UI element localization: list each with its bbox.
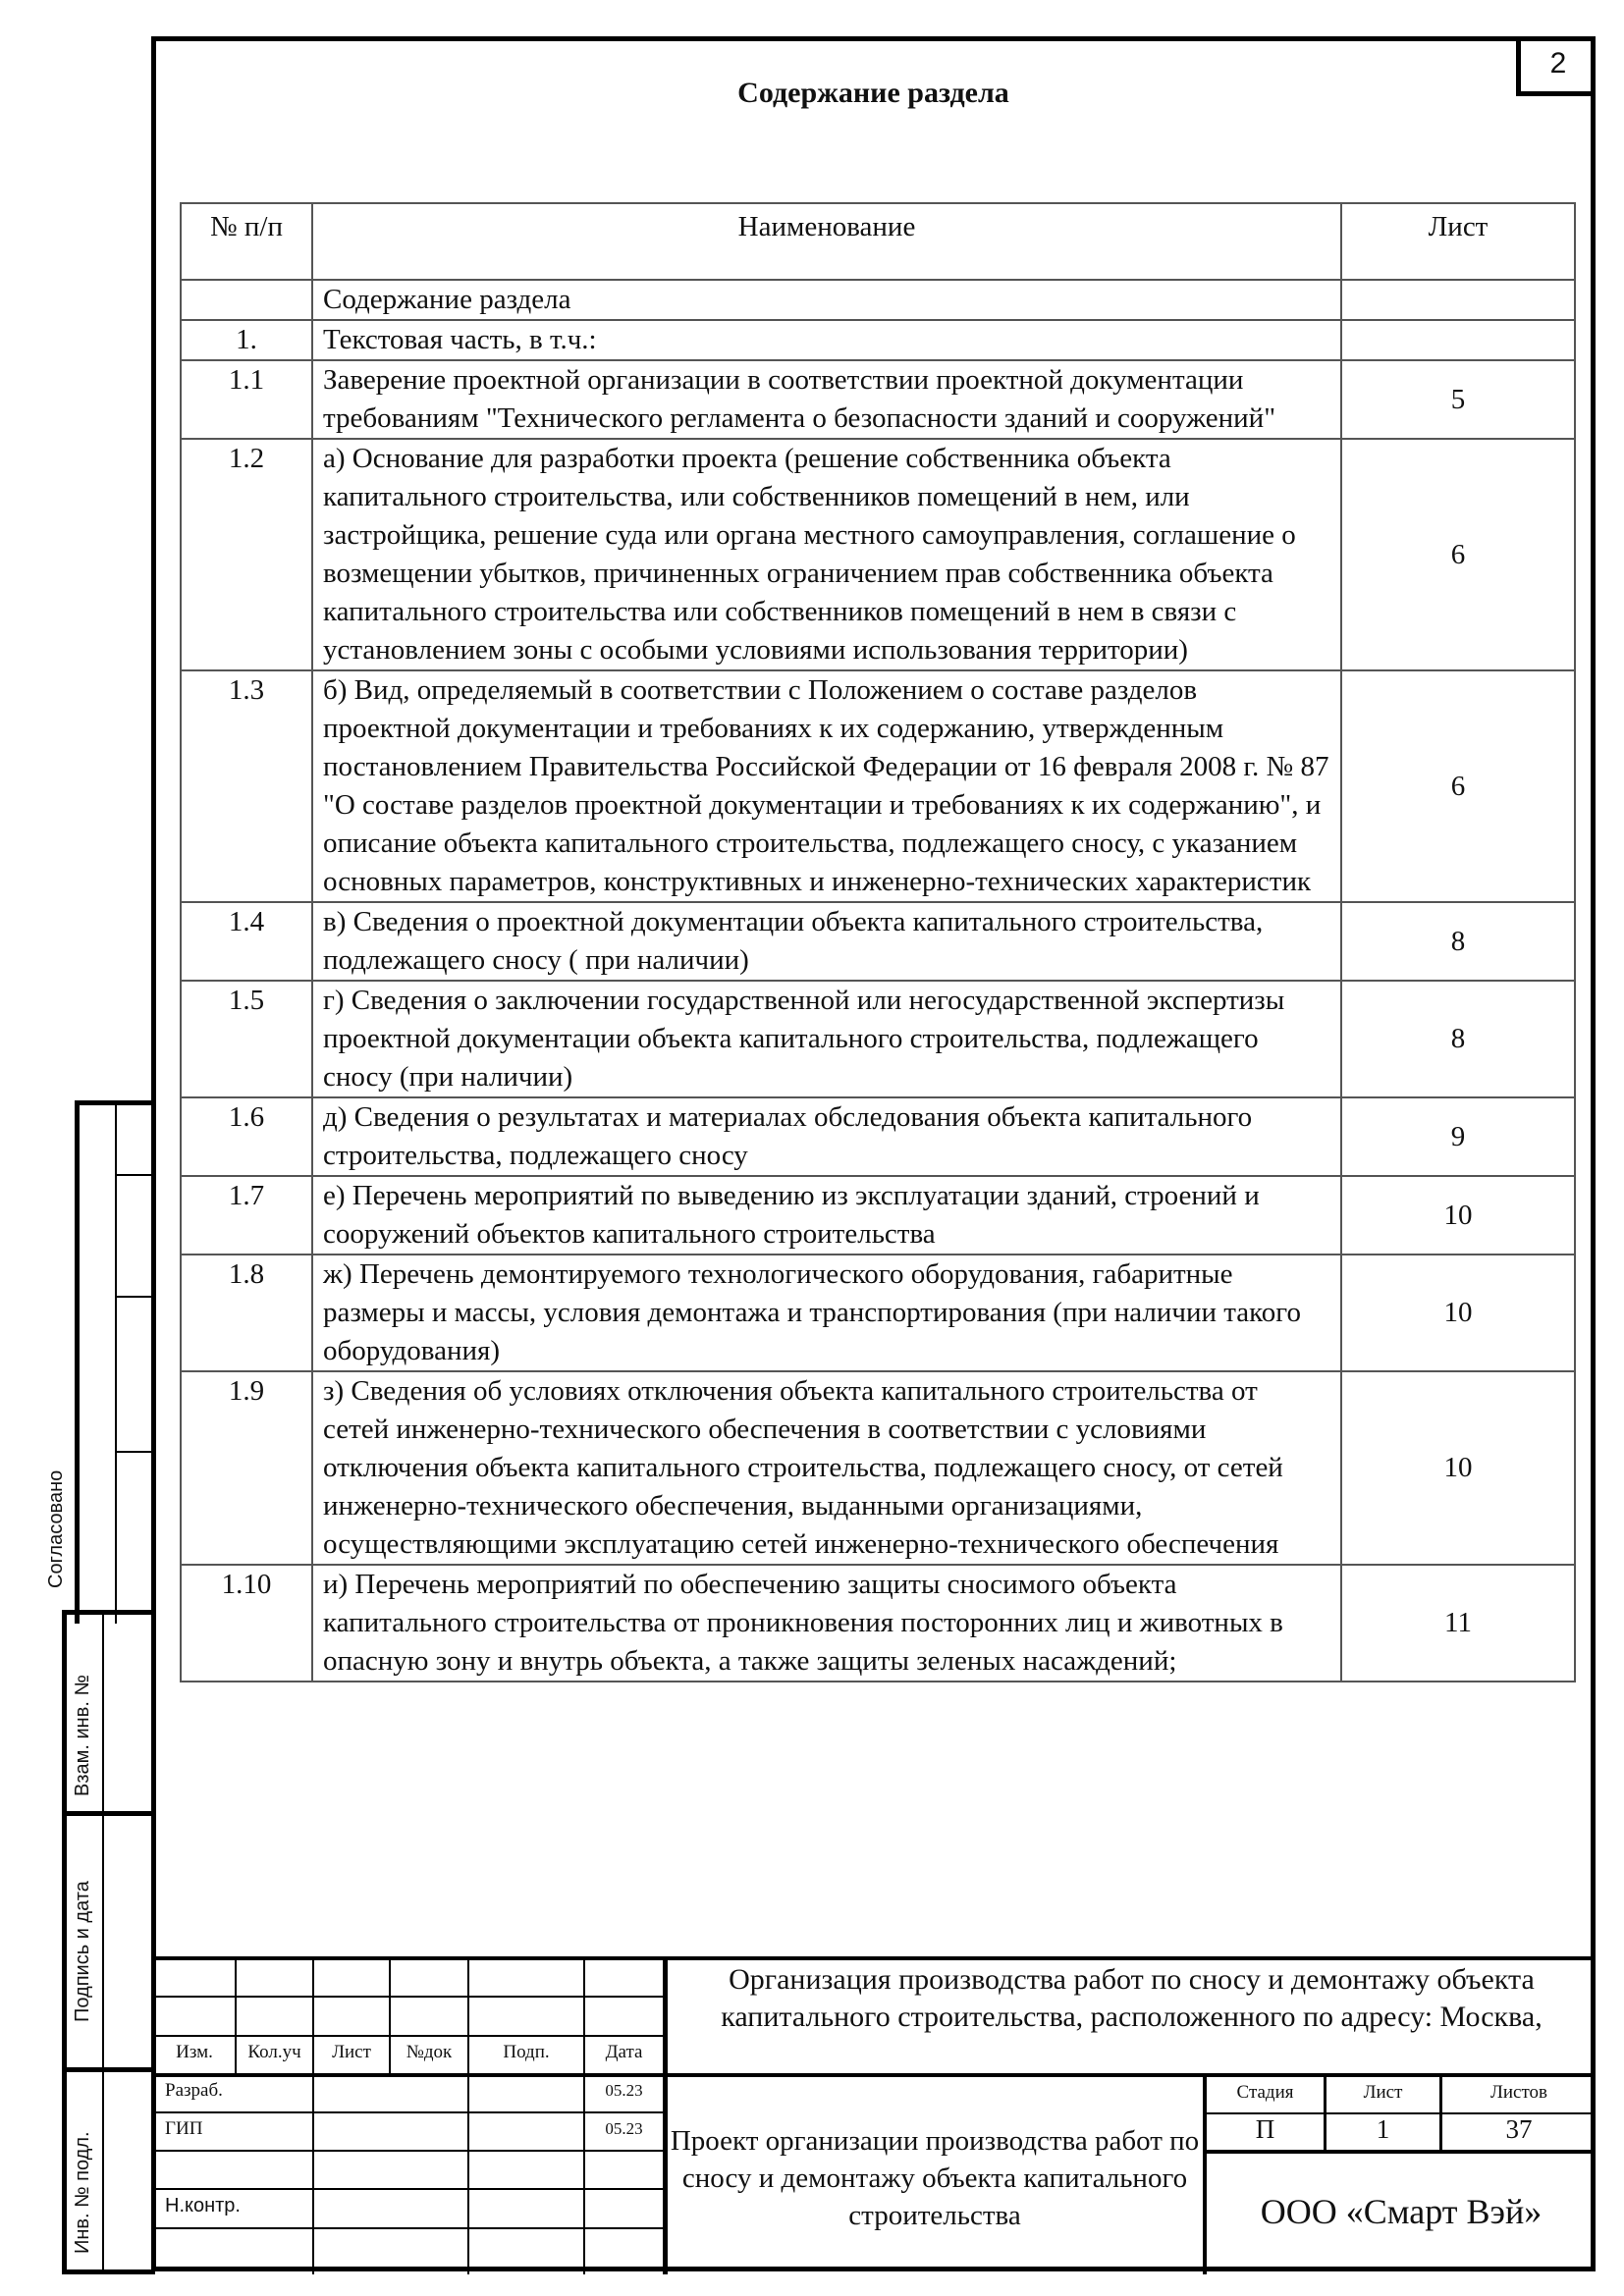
date-gip: 05.23 xyxy=(605,2119,643,2138)
row-title: в) Сведения о проектной документации объекта капитального строительства, подлежащего сносу ( при наличии) xyxy=(312,902,1341,981)
row-title: д) Сведения о результатах и материалах обследования объекта капитального строительства, подлежащего сносу xyxy=(312,1097,1341,1176)
row-sheet: 8 xyxy=(1341,981,1575,1097)
table-row xyxy=(181,280,1575,320)
table-row xyxy=(181,360,1575,439)
table-row xyxy=(181,1176,1575,1255)
sheet-value: 1 xyxy=(1376,2114,1390,2144)
header-num: № п/п xyxy=(181,203,312,280)
company-name: ООО «Смарт Вэй» xyxy=(1260,2192,1543,2231)
table-row xyxy=(181,902,1575,981)
row-number: 1.5 xyxy=(181,981,312,1097)
row-title: б) Вид, определяемый в соответствии с Положением о составе разделов проектной документации и требованиях к их содержанию, утвержденным постановлением Правительства Российской Федерации от 16 февраля 2008 г. № 87 "О составе разделов проектной документации и требованиях к их содержанию", и описание объекта капитального строительства, подлежащего сносу, с указанием основных параметров, конструктивных и инженерно-технических характеристик xyxy=(312,670,1341,902)
header-name: Наименование xyxy=(312,203,1341,280)
row-number: 1.2 xyxy=(181,439,312,670)
row-number: 1.10 xyxy=(181,1565,312,1682)
role-nkontr: Н.контр. xyxy=(165,2195,241,2216)
side-label-agreed: Согласовано xyxy=(45,1469,67,1588)
col-podp: Подп. xyxy=(503,2042,550,2062)
row-title: з) Сведения об условиях отключения объекта капитального строительства от сетей инженерно-технического обеспечения в соответствии с условиями отключения объекта капитального строительства, подлежащего сносу, от сетей инженерно-технического обеспечения, выданными организациями, осуществляющими эксплуатацию сетей инженерно-технического обеспечения xyxy=(312,1371,1341,1565)
sheets-value: 37 xyxy=(1505,2114,1533,2144)
row-number: 1.3 xyxy=(181,670,312,902)
row-title: ж) Перечень демонтируемого технологического оборудования, габаритные размеры и массы, условия демонтажа и транспортирования (при наличии такого оборудования) xyxy=(312,1255,1341,1371)
row-sheet: 6 xyxy=(1341,439,1575,670)
table-row xyxy=(181,1565,1575,1682)
row-sheet: 10 xyxy=(1341,1255,1575,1371)
side-label-vzam-inv: Взам. инв. № xyxy=(72,1675,93,1796)
row-number: 1.7 xyxy=(181,1176,312,1255)
row-number: 1.4 xyxy=(181,902,312,981)
project-title: Проект организации производства работ по сносу и демонтажу объекта капитального строительства xyxy=(670,2125,1200,2231)
table-row xyxy=(181,670,1575,902)
row-title: а) Основание для разработки проекта (решение собственника объекта капитального строительства, или собственников помещений в нем, или застройщика, решение суда или органа местного самоуправления, соглашение о возмещении убытков, причиненных ограничением прав собственника объекта капитального строительства или собственников помещений в нем в связи с установлением зоны с особыми условиями использования территории) xyxy=(312,439,1341,670)
contents-table xyxy=(180,202,1576,1682)
row-title: Текстовая часть, в т.ч.: xyxy=(312,320,1341,360)
row-sheet: 9 xyxy=(1341,1097,1575,1176)
row-number: 1.8 xyxy=(181,1255,312,1371)
side-label-podpis-data: Подпись и дата xyxy=(72,1881,93,2022)
row-sheet: 10 xyxy=(1341,1371,1575,1565)
row-number: 1.6 xyxy=(181,1097,312,1176)
table-row xyxy=(181,439,1575,670)
col-izm: Изм. xyxy=(176,2042,213,2062)
col-kol-uch: Кол.уч xyxy=(247,2042,301,2062)
row-number: 1.9 xyxy=(181,1371,312,1565)
row-sheet: 5 xyxy=(1341,360,1575,439)
table-row xyxy=(181,320,1575,360)
table-row xyxy=(181,1371,1575,1565)
row-title: е) Перечень мероприятий по выведению из эксплуатации зданий, строений и сооружений объектов капитального строительства xyxy=(312,1176,1341,1255)
row-sheet xyxy=(1341,320,1575,360)
col-ndok: №док xyxy=(406,2042,453,2062)
stage-value: П xyxy=(1255,2114,1275,2144)
row-sheet xyxy=(1341,280,1575,320)
header-sheet: Лист xyxy=(1341,203,1575,280)
table-row xyxy=(181,1255,1575,1371)
document-name: Организация производства работ по сносу и демонтажу объекта капитального строительства, расположенного по адресу: Москва, xyxy=(721,1963,1543,2033)
sheet-label: Лист xyxy=(1363,2082,1403,2103)
table-header-row xyxy=(181,203,1575,280)
section-title: Содержание раздела xyxy=(737,77,1009,109)
row-title: и) Перечень мероприятий по обеспечению защиты сносимого объекта капитального строительства от проникновения посторонних лиц и животных в опасную зону и внутрь объекта, а также защиты зеленых насаждений; xyxy=(312,1565,1341,1682)
row-sheet: 6 xyxy=(1341,670,1575,902)
col-list: Лист xyxy=(332,2042,371,2062)
row-sheet: 8 xyxy=(1341,902,1575,981)
contents-table-body xyxy=(181,280,1575,1682)
role-gip: ГИП xyxy=(165,2118,203,2139)
row-number: 1. xyxy=(181,320,312,360)
sheet-number-corner: 2 xyxy=(1516,36,1596,96)
row-title: Содержание раздела xyxy=(312,280,1341,320)
sheets-label: Листов xyxy=(1489,2082,1547,2103)
date-razrab: 05.23 xyxy=(605,2081,643,2100)
stage-label: Стадия xyxy=(1236,2082,1294,2103)
row-number: 1.1 xyxy=(181,360,312,439)
table-row xyxy=(181,1097,1575,1176)
col-data: Дата xyxy=(605,2042,643,2062)
side-label-inv-podl: Инв. № подл. xyxy=(72,2131,93,2254)
table-row xyxy=(181,981,1575,1097)
row-sheet: 10 xyxy=(1341,1176,1575,1255)
row-title: Заверение проектной организации в соответствии проектной документации требованиям "Технического регламента о безопасности зданий и сооружений" xyxy=(312,360,1341,439)
role-razrab: Разраб. xyxy=(165,2080,223,2101)
row-title: г) Сведения о заключении государственной или негосударственной экспертизы проектной документации объекта капитального строительства, подлежащего сносу (при наличии) xyxy=(312,981,1341,1097)
row-sheet: 11 xyxy=(1341,1565,1575,1682)
row-number xyxy=(181,280,312,320)
